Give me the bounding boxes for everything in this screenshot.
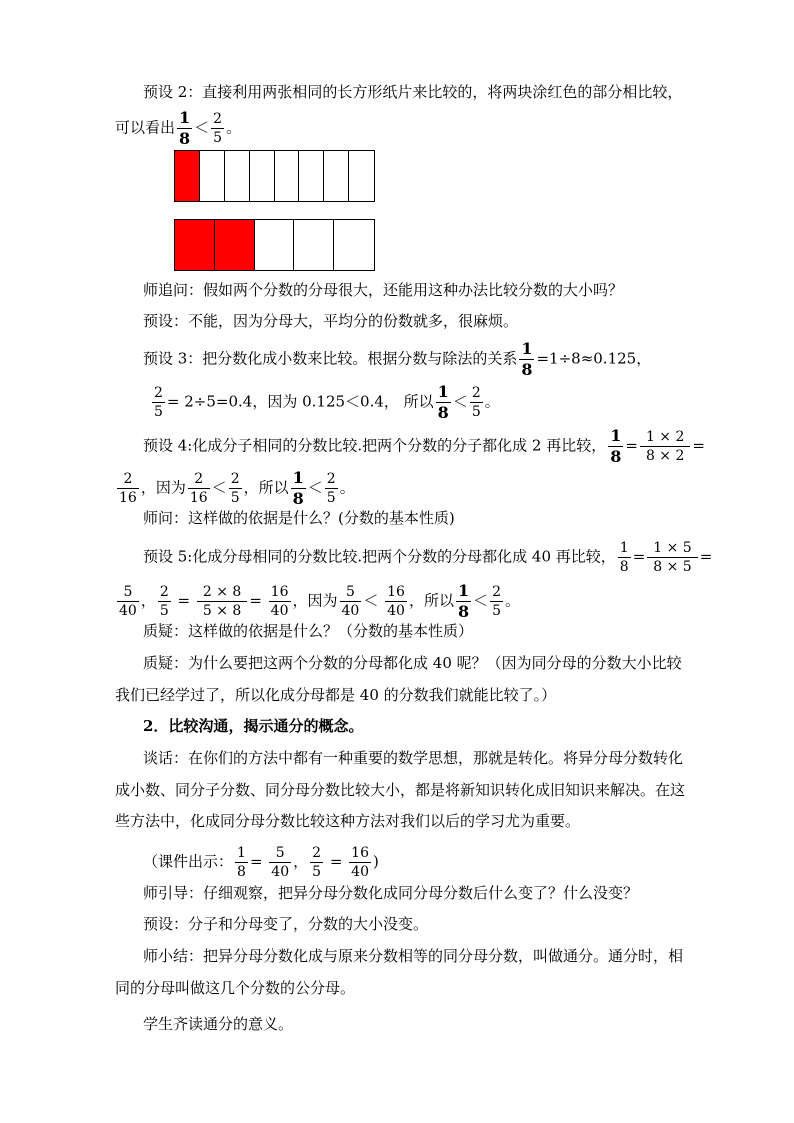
fraction: $\frac{1 \times 5}{8 \times 5}$ bbox=[647, 541, 697, 574]
bar-cell-filled bbox=[215, 220, 255, 270]
paragraph-preset-4-cont: $\frac{2}{16}$ ，因为 $\frac{2}{16}$ ＜ $\frac{2}{5}$ ，所以 $\frac{1}{8}$ ＜ $\frac{2}{5}$ 。 bbox=[119, 468, 355, 508]
paragraph-preset-2-conclusion: 可以看出 $\frac{1}{8}$ ＜ $\frac{2}{5}$ 。 bbox=[115, 108, 242, 148]
fraction: $\frac{2}{5}$ bbox=[471, 385, 481, 420]
paragraph-talk: 谈话：在你们的方法中都有一种重要的数学思想，那就是转化。将异分母分数转化 bbox=[143, 749, 684, 767]
paragraph-preset-2: 预设 2：直接利用两张相同的长方形纸片来比较的，将两块涂红色的部分相比较， bbox=[143, 83, 683, 101]
fraction: $\frac{2}{5}$ bbox=[154, 385, 163, 420]
paragraph-talk-cont-2: 些方法中，化成同分母分数比较这种方法对我们以后的学习尤为重要。 bbox=[115, 812, 581, 830]
paragraph-preset-3: 预设 3：把分数化成小数来比较。根据分数与除法的关系 $\frac{1}{8}$ =1÷8≈0.125， bbox=[143, 339, 652, 379]
paragraph-preset-5: 预设 5:化成分母相同的分数比较.把两个分数的分母都化成 40 再比较， $\frac{1}{8}$ = $\frac{1 \times 5}{8 \times 5}$ = bbox=[143, 540, 713, 575]
fraction: $\frac{1}{8}$ bbox=[437, 382, 449, 422]
paragraph-preset-6: 预设：分子和分母变了，分数的大小没变。 bbox=[143, 915, 429, 933]
fraction: $\frac{5}{40}$ bbox=[119, 584, 137, 619]
fraction: $\frac{5}{40}$ bbox=[341, 584, 360, 619]
paragraph-challenge-1: 质疑：这样做的依据是什么？（分数的基本性质） bbox=[143, 622, 474, 640]
fraction: $\frac{2}{5}$ bbox=[492, 584, 502, 619]
fraction: $\frac{16}{40}$ bbox=[387, 584, 405, 619]
fraction: $\frac{1}{8}$ bbox=[521, 339, 533, 379]
bar-cell bbox=[294, 220, 334, 270]
fraction: $\frac{1}{8}$ bbox=[610, 426, 622, 466]
fraction: $\frac{2}{16}$ bbox=[189, 471, 208, 506]
fraction: $\frac{2}{5}$ bbox=[312, 845, 322, 880]
bar-cell-filled bbox=[175, 220, 215, 270]
fraction: $\frac{2}{16}$ bbox=[119, 471, 137, 506]
fraction: $\frac{2}{5}$ bbox=[326, 471, 336, 506]
paragraph-challenge-2: 质疑：为什么要把这两个分数的分母都化成 40 呢？（因为同分母的分数大小比较 bbox=[143, 654, 682, 672]
paragraph-summary-cont: 同的分母叫做这几个分数的公分母。 bbox=[115, 979, 356, 997]
bar-cell bbox=[275, 151, 300, 201]
fraction: $\frac{1}{8}$ bbox=[237, 845, 246, 880]
fraction: $\frac{1}{8}$ bbox=[292, 468, 304, 508]
fraction-bar-fifths bbox=[174, 219, 375, 271]
bar-cell bbox=[299, 151, 324, 201]
bar-cell bbox=[324, 151, 349, 201]
paragraph-teacher-question: 师问：这样做的依据是什么？(分数的基本性质) bbox=[143, 509, 455, 527]
paragraph-courseware: （课件出示： $\frac{1}{8}$ = $\frac{5}{40}$ ， $\frac{2}{5}$ = $\frac{16}{40}$ ) bbox=[143, 845, 379, 880]
paragraph-preset-4: 预设 4:化成分子相同的分数比较.把两个分数的分子都化成 2 再比较， $\frac{1}{8}$ = $\frac{1 \times 2}{8 \times 2}$ = bbox=[143, 426, 705, 466]
fraction: $\frac{1}{8}$ bbox=[179, 108, 191, 148]
paragraph-talk-cont-1: 成小数、同分子分数、同分母分数比较大小，都是将新知识转化成旧知识来解决。在这 bbox=[115, 781, 686, 799]
fraction: $\frac{2}{5}$ bbox=[213, 111, 223, 146]
paragraph-teacher-guide: 师引导：仔细观察，把异分母分数化成同分母分数后什么变了？什么没变？ bbox=[143, 884, 639, 902]
fraction: $\frac{16}{40}$ bbox=[270, 584, 289, 619]
bar-cell bbox=[349, 151, 374, 201]
fraction: $\frac{16}{40}$ bbox=[351, 845, 369, 880]
fraction: $\frac{2}{5}$ bbox=[230, 471, 240, 506]
bar-cell-filled bbox=[175, 151, 200, 201]
fraction: $\frac{1}{8}$ bbox=[619, 540, 629, 575]
section-heading: 2．比较沟通，揭示通分的概念。 bbox=[143, 717, 364, 735]
fraction: $\frac{1 \times 2}{8 \times 2}$ bbox=[640, 430, 690, 463]
paragraph-teacher-follow-up: 师追问：假如两个分数的分母很大，还能用这种办法比较分数的大小吗？ bbox=[143, 281, 624, 299]
fraction: $\frac{2 \times 8}{5 \times 8}$ bbox=[197, 585, 247, 618]
bar-cell bbox=[334, 220, 374, 270]
fraction-bar-eighths bbox=[174, 150, 375, 202]
paragraph-preset-answer: 预设：不能，因为分母大，平均分的份数就多，很麻烦。 bbox=[143, 312, 519, 330]
bar-cell bbox=[250, 151, 275, 201]
paragraph-read-aloud: 学生齐读通分的意义。 bbox=[143, 1015, 294, 1033]
bar-cell bbox=[255, 220, 295, 270]
fraction: $\frac{5}{40}$ bbox=[271, 845, 290, 880]
fraction: $\frac{2}{5}$ bbox=[159, 584, 169, 619]
fraction: $\frac{1}{8}$ bbox=[457, 581, 470, 621]
paragraph-preset-3-cont: $\frac{2}{5}$ = 2÷5=0.4，因为 0.125＜0.4， 所以 $\frac{1}{8}$ ＜ $\frac{2}{5}$ 。 bbox=[154, 382, 500, 422]
bar-cell bbox=[225, 151, 250, 201]
paragraph-challenge-2-cont: 我们已经学过了，所以化成分母都是 40 的分数我们就能比较了。） bbox=[115, 686, 557, 704]
bar-cell bbox=[200, 151, 225, 201]
paragraph-summary: 师小结：把异分母分数化成与原来分数相等的同分母分数，叫做通分。通分时，相 bbox=[143, 947, 684, 965]
paragraph-preset-5-cont: $\frac{5}{40}$ ， $\frac{2}{5}$ = $\frac{2 \times 8}{5 \times 8}$ = $\frac{16}{40}$ ，因为 $\frac{5}{40}$ ＜ $\frac{16}{40}$ ，所以 $\frac{1}{8}$ ＜ $\frac{2}{5}$ 。 bbox=[119, 581, 521, 621]
